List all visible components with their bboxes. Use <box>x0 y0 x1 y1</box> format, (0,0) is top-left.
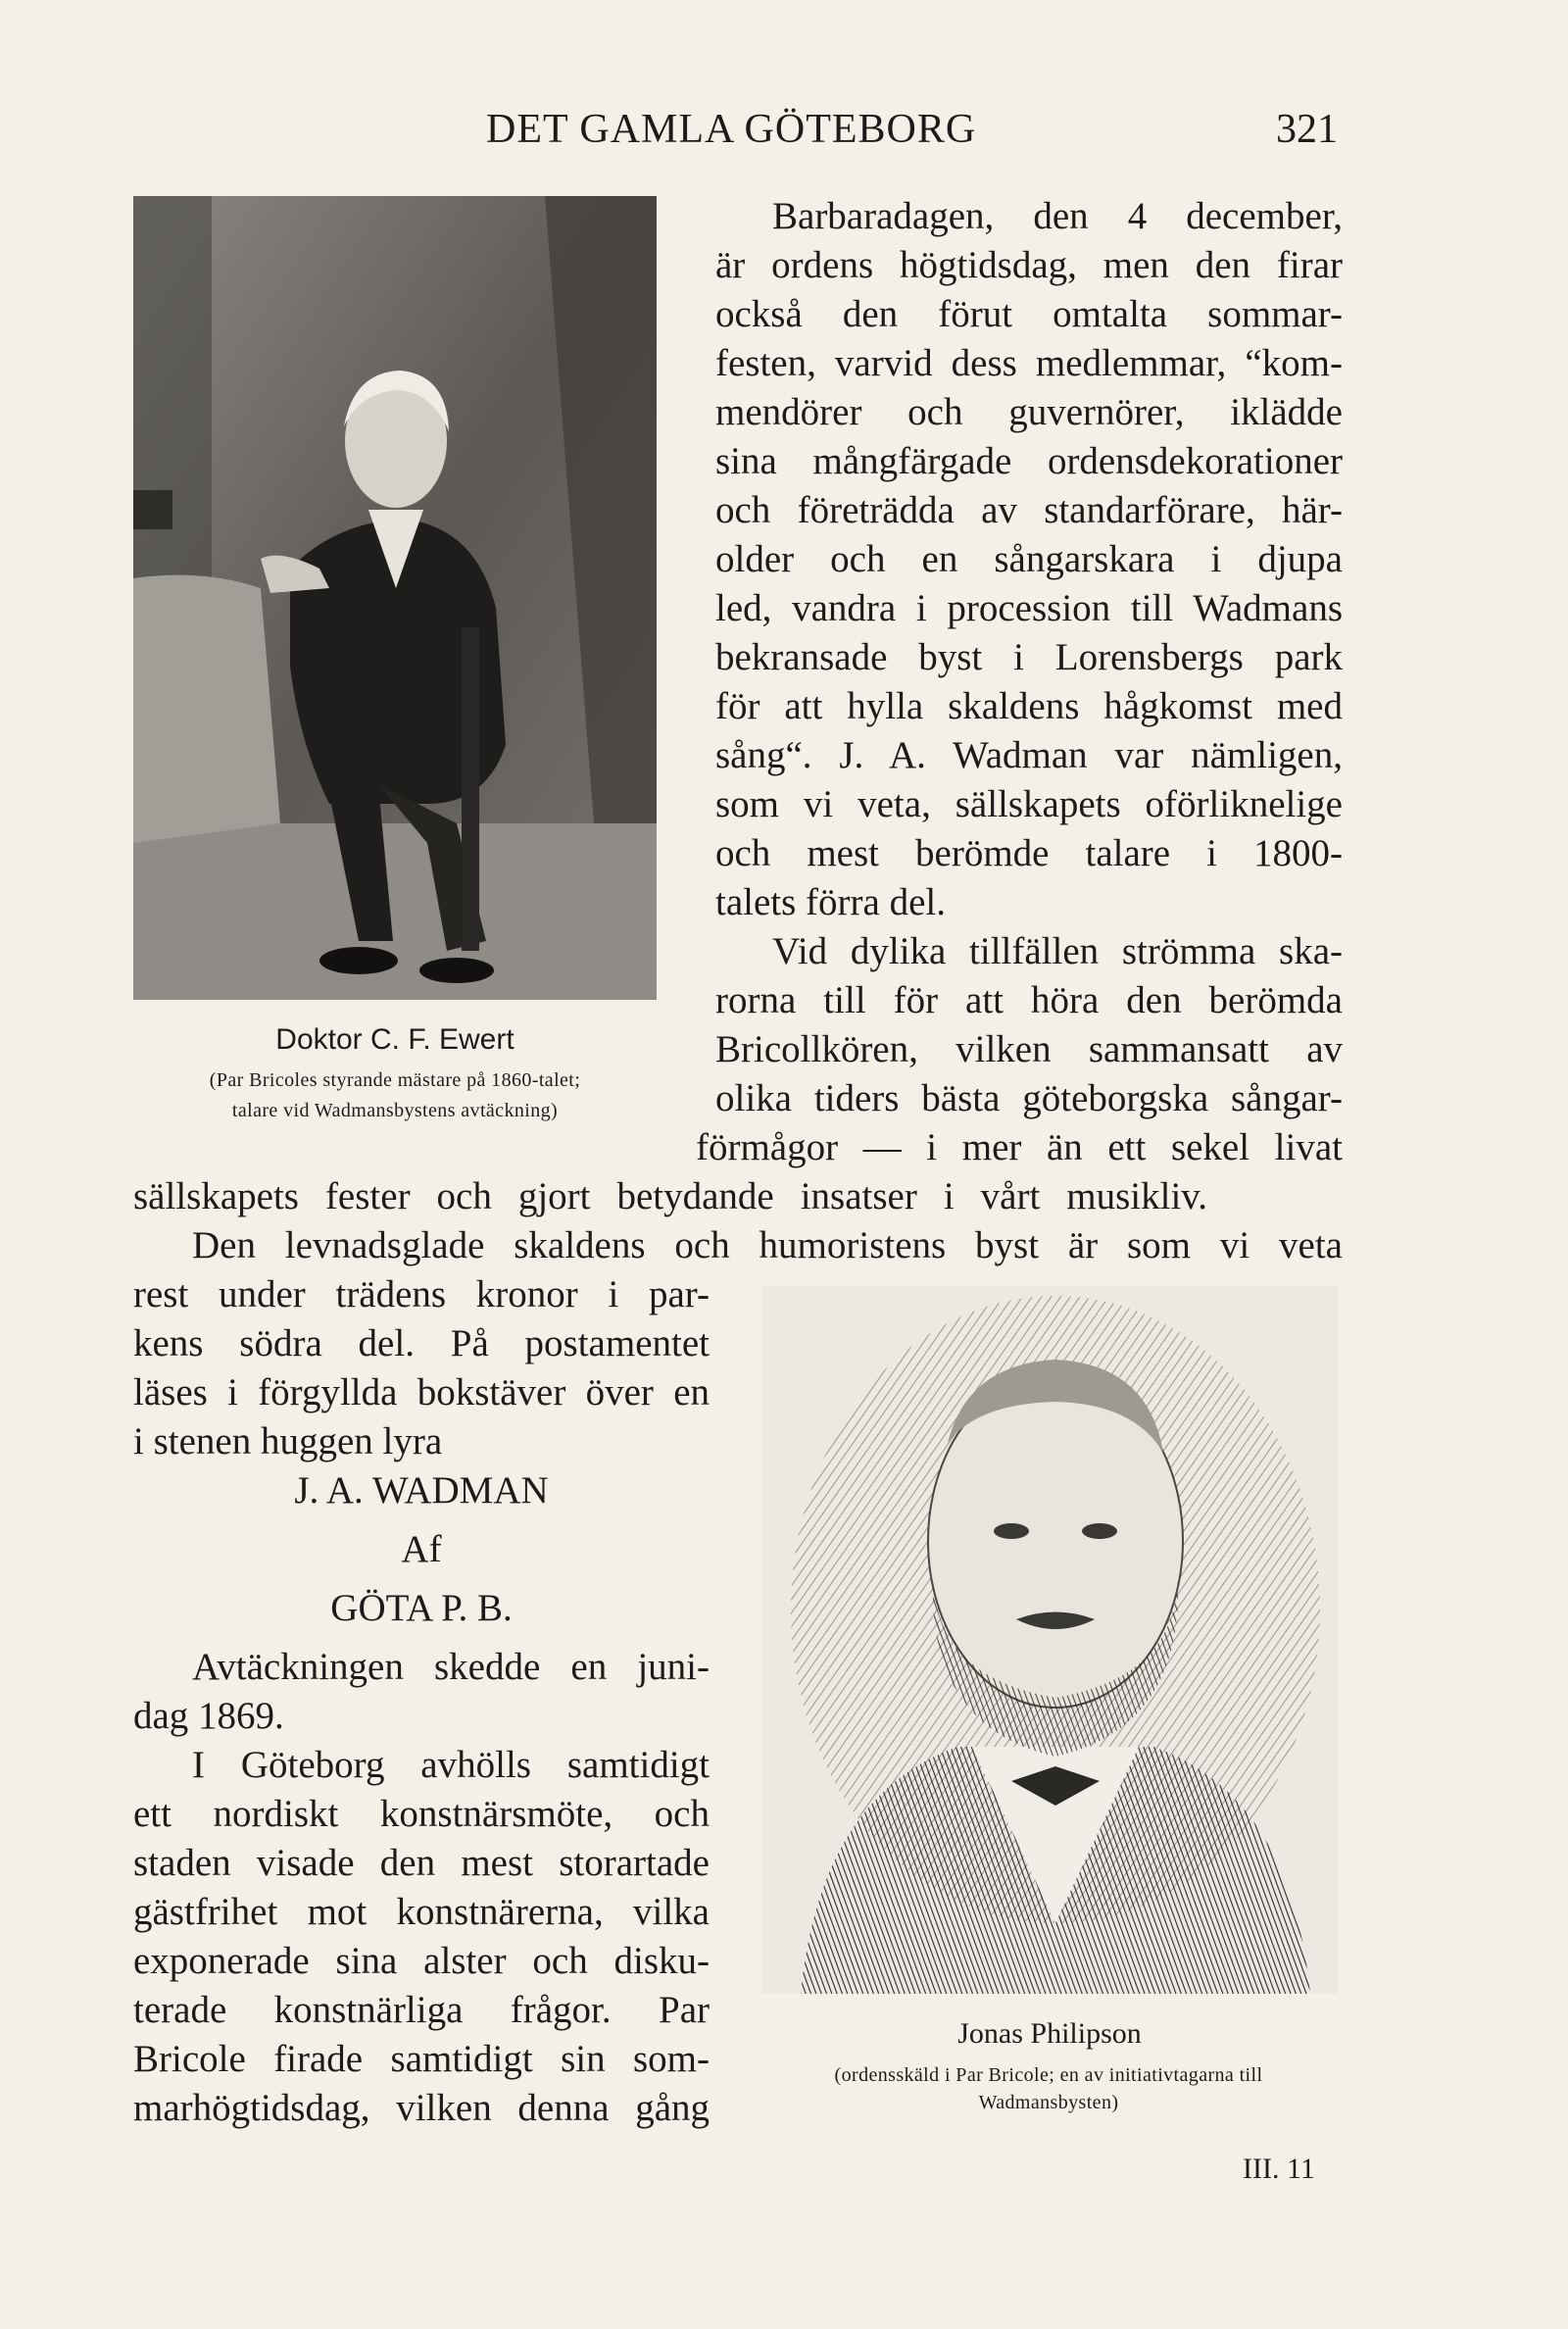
text-line: och mest berömde talare i 1800- <box>715 832 1343 874</box>
text-line: olika tiders bästa göteborgska sångar- <box>715 1077 1343 1119</box>
philipson-caption-line2: Wadmansbysten) <box>978 2092 1119 2113</box>
text-line: förmågor — i mer än ett sekel livat <box>696 1126 1343 1168</box>
text-line: sång“. J. A. Wadman var nämligen, <box>715 734 1343 776</box>
philipson-caption-line1: (ordensskäld i Par Bricole; en av initiativtagarna till <box>834 2064 1263 2086</box>
ewert-portrait-photograph-icon <box>133 196 657 1000</box>
inscription-line: Af <box>401 1528 442 1570</box>
ewert-caption-line1: (Par Bricoles styrande mästare på 1860-talet; <box>209 1069 581 1091</box>
text-line: exponerade sina alster och disku- <box>133 1940 710 1982</box>
text-line: Vid dylika tillfällen strömma ska- <box>772 930 1343 972</box>
text-line: gästfrihet mot konstnärerna, vilka <box>133 1891 710 1933</box>
text-line: läses i förgyllda bokstäver över en <box>133 1371 710 1413</box>
text-line: Den levnadsglade skaldens och humoristens byst är som vi veta <box>192 1224 1343 1266</box>
ewert-photo-drawing <box>133 196 657 1000</box>
text-line: kens södra del. På postamentet <box>133 1322 710 1364</box>
signature-mark: III. 11 <box>1243 2153 1315 2185</box>
philipson-engraving-drawing <box>761 1286 1338 1994</box>
running-header: DET GAMLA GÖTEBORG <box>486 107 977 152</box>
text-line: led, vandra i procession till Wadmans <box>715 587 1343 629</box>
text-line: Barbaradagen, den 4 december, <box>772 195 1343 237</box>
text-line: terade konstnärliga frågor. Par <box>133 1989 710 2031</box>
text-line: Bricollkören, vilken sammansatt av <box>715 1028 1343 1070</box>
text-line: talets förra del. <box>715 881 946 923</box>
page-number: 321 <box>1276 107 1338 152</box>
philipson-caption-title: Jonas Philipson <box>957 2017 1142 2050</box>
text-line: är ordens högtidsdag, men den firar <box>715 244 1343 286</box>
text-line: Bricole firade samtidigt sin som- <box>133 2038 710 2080</box>
text-line: också den förut omtalta sommar- <box>715 293 1343 335</box>
text-line: dag 1869. <box>133 1695 284 1737</box>
ewert-caption-line2: talare vid Wadmansbystens avtäckning) <box>231 1100 559 1121</box>
text-line: older och en sångarskara i djupa <box>715 538 1343 580</box>
text-line: Avtäckningen skedde en juni- <box>192 1646 710 1688</box>
philipson-engraved-portrait-icon <box>761 1286 1338 1994</box>
text-line: i stenen huggen lyra <box>133 1420 443 1462</box>
text-line: rest under trädens kronor i par- <box>133 1273 710 1315</box>
text-line: bekransade byst i Lorensbergs park <box>715 636 1343 678</box>
text-line: marhögtidsdag, vilken denna gång <box>133 2087 710 2129</box>
ewert-caption-title: Doktor C. F. Ewert <box>275 1023 514 1056</box>
text-line: som vi veta, sällskapets oförliknelige <box>715 783 1343 825</box>
inscription-line: GÖTA P. B. <box>330 1587 513 1629</box>
text-line: ett nordiskt konstnärsmöte, och <box>133 1793 710 1835</box>
text-line: festen, varvid dess medlemmar, “kom- <box>715 342 1343 384</box>
inscription-line: J. A. WADMAN <box>294 1469 549 1511</box>
text-line: rorna till för att höra den berömda <box>715 979 1343 1021</box>
text-line: för att hylla skaldens hågkomst med <box>715 685 1343 727</box>
text-line: I Göteborg avhölls samtidigt <box>192 1744 710 1786</box>
text-line: och företrädda av standarförare, här- <box>715 489 1343 531</box>
text-line: mendörer och guvernörer, iklädde <box>715 391 1343 433</box>
text-line: sina mångfärgade ordensdekorationer <box>715 440 1343 482</box>
text-line: staden visade den mest storartade <box>133 1842 710 1884</box>
text-line: sällskapets fester och gjort betydande insatser i vårt musikliv. <box>133 1175 1207 1217</box>
